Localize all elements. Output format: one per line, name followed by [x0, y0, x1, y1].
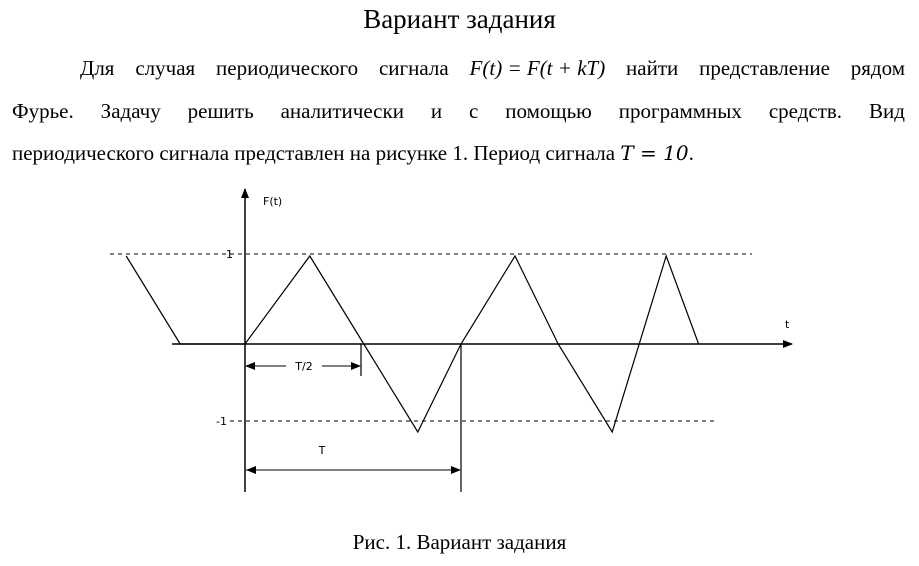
formula-periodicity: F(t) = F(t + kT) [469, 56, 606, 80]
word: Задачу [100, 99, 161, 123]
page-title: Вариант задания [363, 4, 556, 34]
word: случая [135, 56, 196, 80]
word: и [430, 99, 443, 123]
word: решить [187, 99, 254, 123]
word: Вид [868, 99, 905, 123]
half-period-label: T/2 [295, 360, 313, 373]
paragraph-text: периодического сигнала представлен на рисунке 1. Период сигнала [12, 141, 621, 165]
word: периодического [216, 56, 359, 80]
word: Фурье. [12, 99, 74, 123]
word: с [469, 99, 479, 123]
formula-period: T = 10 [620, 141, 689, 165]
level-high-label: 1 [226, 248, 233, 261]
word: программных [618, 99, 742, 123]
word: помощью [505, 99, 592, 123]
paragraph-end: . [688, 141, 694, 165]
period-arrow-tail [246, 466, 256, 474]
figure-caption: Рис. 1. Вариант задания [352, 530, 567, 554]
word: представление [699, 56, 830, 80]
word: Для [80, 56, 115, 80]
y-axis-label: F(t) [263, 195, 283, 208]
level-low-label: -1 [216, 415, 227, 428]
x-axis-label: t [785, 318, 790, 331]
word: найти [626, 56, 679, 80]
period-label: T [318, 444, 326, 457]
word: рядом [850, 56, 905, 80]
word: сигнала [378, 56, 449, 80]
word: средств. [768, 99, 843, 123]
word: аналитически [280, 99, 404, 123]
